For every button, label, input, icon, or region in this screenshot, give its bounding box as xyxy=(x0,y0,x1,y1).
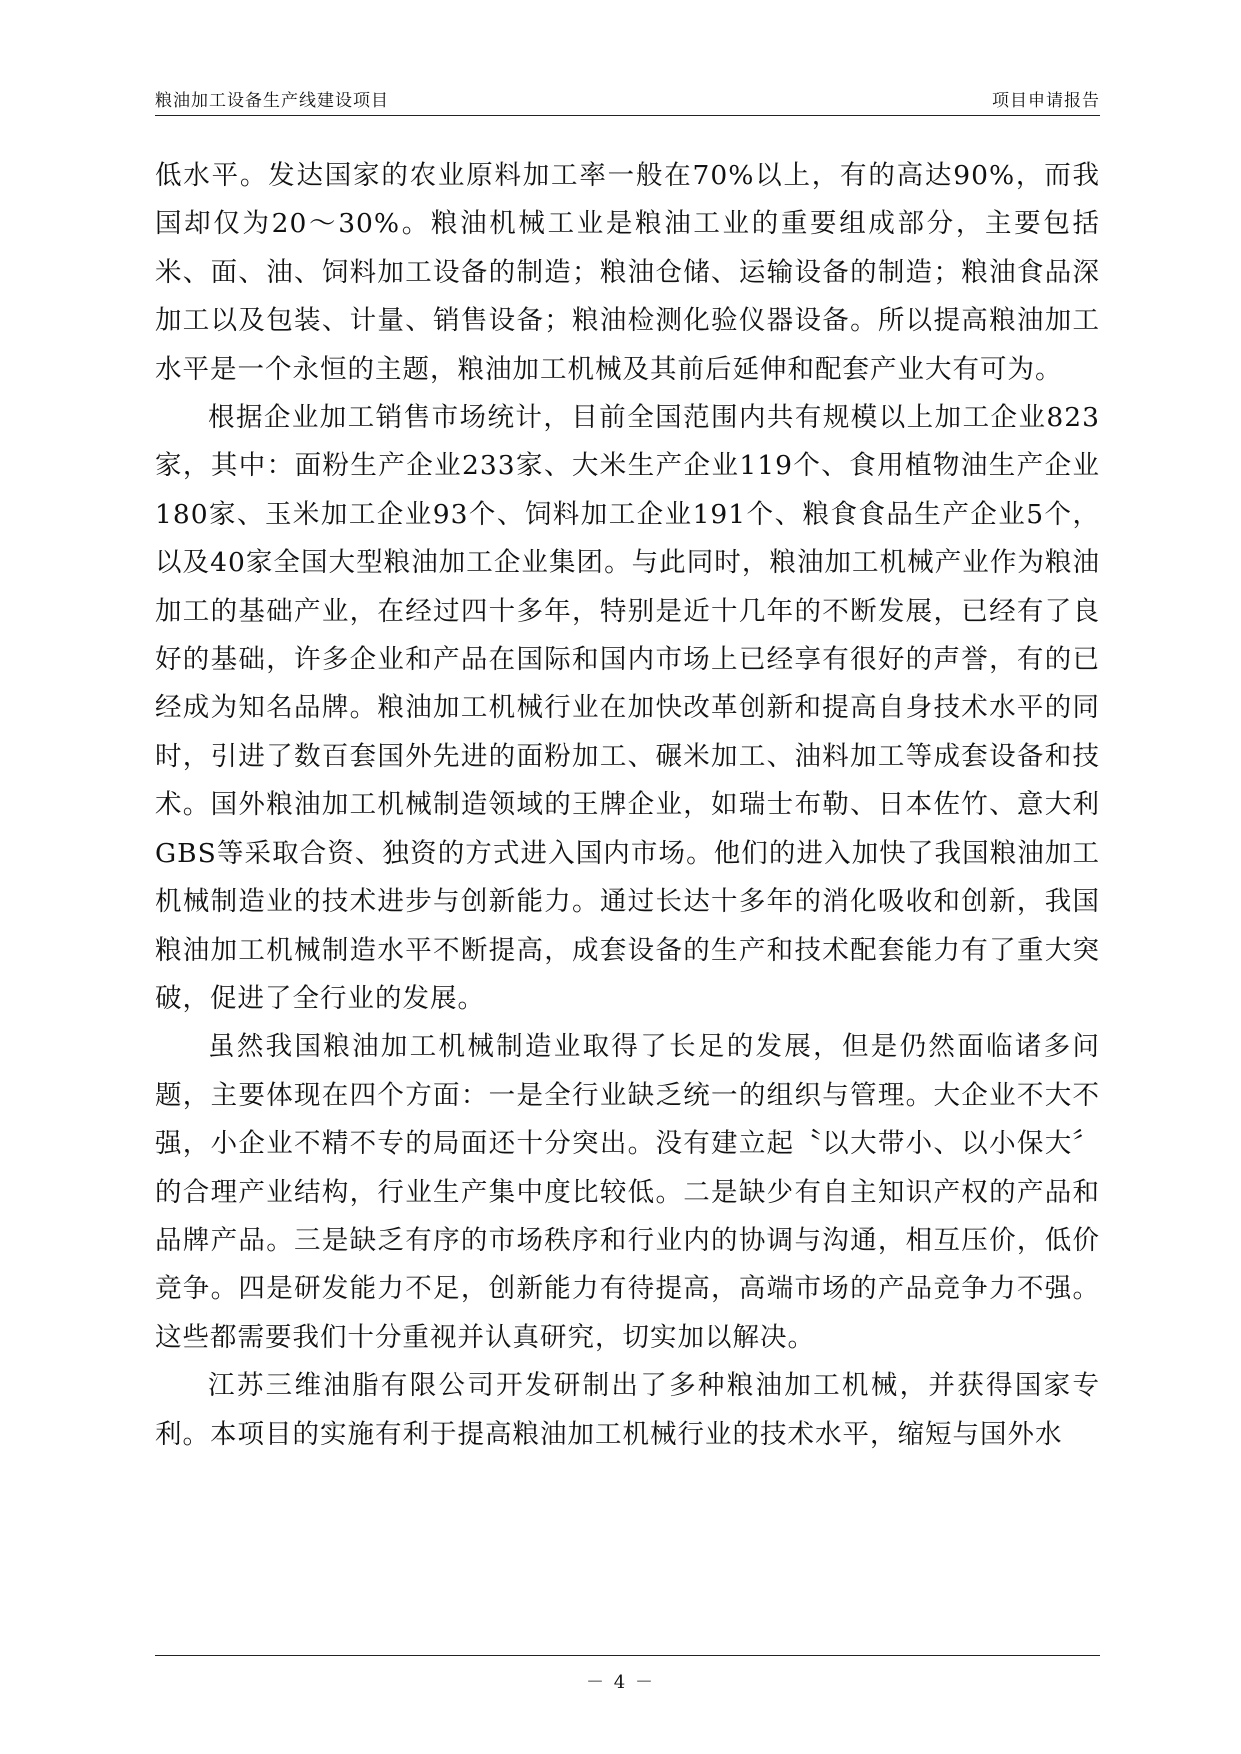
paragraph-continued: 低水平。发达国家的农业原料加工率一般在70%以上，有的高达90%，而我国却仅为20～30%。粮油机械工业是粮油工业的重要组成部分，主要包括米、面、油、饲料加工设备的制造；粮油仓储、运输设备的制造；粮油食品深加工以及包装、计量、销售设备；粮油检测化验仪器设备。所以提高粮油加工水平是一个永恒的主题，粮油加工机械及其前后延伸和配套产业大有可为。 xyxy=(155,160,1100,385)
page-header xyxy=(155,82,1100,112)
paragraph: 江苏三维油脂有限公司开发研制出了多种粮油加工机械，并获得国家专利。本项目的实施有利于提高粮油加工机械行业的技术水平，缩短与国外水 xyxy=(155,1370,1100,1450)
paragraph: 根据企业加工销售市场统计，目前全国范围内共有规模以上加工企业823家，其中：面粉生产企业233家、大米生产企业119个、食用植物油生产企业180家、玉米加工企业93个、饲料加工企业191个、粮食食品生产企业5个，以及40家全国大型粮油加工企业集团。与此同时，粮油加工机械产业作为粮油加工的基础产业，在经过四十多年，特别是近十几年的不断发展，已经有了良好的基础，许多企业和产品在国际和国内市场上已经享有很好的声誉，有的已经成为知名品牌。粮油加工机械行业在加快改革创新和提高自身技术水平的同时，引进了数百套国外先进的面粉加工、碾米加工、油料加工等成套设备和技术。国外粮油加工机械制造领域的王牌企业，如瑞士布勒、日本佐竹、意大利GBS等采取合资、独资的方式进入国内市场。他们的进入加快了我国粮油加工机械制造业的技术进步与创新能力。通过长达十多年的消化吸收和创新，我国粮油加工机械制造水平不断提高，成套设备的生产和技术配套能力有了重大突破，促进了全行业的发展。 xyxy=(155,402,1100,1014)
paragraph: 虽然我国粮油加工机械制造业取得了长足的发展，但是仍然面临诸多问题，主要体现在四个方面：一是全行业缺乏统一的组织与管理。大企业不大不强，小企业不精不专的局面还十分突出。没有建立起〝以大带小、以小保大〞的合理产业结构，行业生产集中度比较低。二是缺少有自主知识产权的产品和品牌产品。三是缺乏有序的市场秩序和行业内的协调与沟通，相互压价，低价竞争。四是研发能力不足，创新能力有待提高，高端市场的产品竞争力不强。这些都需要我们十分重视并认真研究，切实加以解决。 xyxy=(155,1031,1100,1353)
document-body xyxy=(155,152,1100,1459)
footer-divider xyxy=(155,1655,1100,1656)
header-divider xyxy=(155,115,1100,116)
header-project-title: 粮油加工设备生产线建设项目 xyxy=(155,91,389,111)
page-number: － 4 － xyxy=(586,1672,655,1693)
header-report-type: 项目申请报告 xyxy=(992,91,1100,111)
